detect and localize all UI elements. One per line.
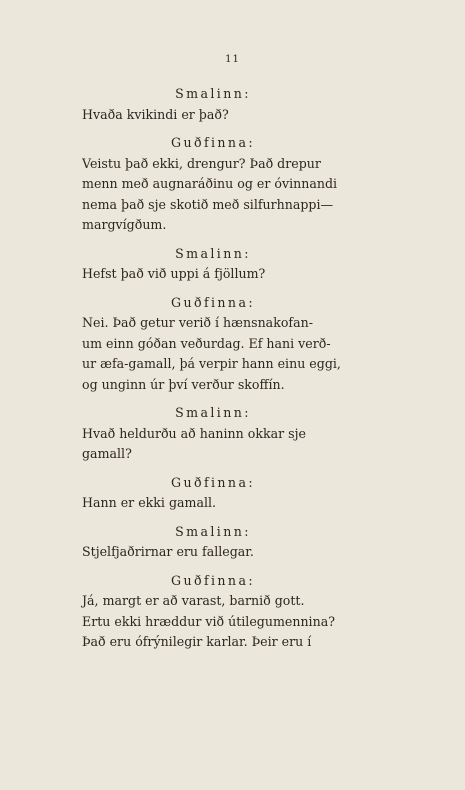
dialogue-block (82, 403, 344, 465)
text-line: Hvað heldurðu að haninn okkar sje (82, 425, 306, 441)
text-line: Það eru ófrýnilegir karlar. Þeir eru í (82, 634, 312, 649)
text-line: Stjelfjaðrirnar eru fallegar. (82, 544, 254, 559)
text-line: Nei. Það getur verið í hænsnakofan- (82, 315, 313, 330)
text-line: Já, margt er að varast, barnið gott. (82, 593, 305, 608)
speech-text (82, 105, 344, 126)
speaker-name: Smalinn: (175, 405, 251, 420)
dialogue-block (82, 244, 344, 285)
dialogue-block (82, 473, 344, 514)
speaker-name: Smalinn: (175, 245, 251, 261)
text-line: Hann er ekki gamall. (82, 495, 217, 510)
speech-text (82, 424, 344, 465)
page-number: 11 (225, 54, 240, 65)
speaker-name: Guðfinna: (170, 135, 255, 150)
text-line: um einn góðan veðurdag. Ef hani verð- (82, 335, 331, 351)
dialogue-block (82, 133, 344, 236)
text-line: ur æfa-gamall, þá verpir hann einu eggi, (82, 356, 341, 371)
text-line: menn með augnaráðinu og er óvinnandi (82, 176, 338, 191)
speech-text (82, 591, 344, 653)
text-line: gamall? (82, 446, 132, 461)
speech-text (82, 542, 344, 563)
dialogue-block (82, 293, 344, 396)
text-line: nema það sje skotið með silfurhnappi— (82, 196, 334, 212)
text-line: margvígðum. (82, 217, 167, 232)
speaker-name: Smalinn: (175, 86, 251, 101)
text-line: og unginn úr því verður skoffín. (82, 376, 285, 392)
speaker-name: Smalinn: (175, 523, 251, 539)
dialogue-block (82, 571, 344, 653)
speaker-name: Guðfinna: (170, 294, 255, 310)
text-line: Hvaða kvikindi er það? (82, 106, 229, 122)
speech-text (82, 313, 344, 395)
text-line: Ertu ekki hræddur við útilegumennina? (82, 613, 335, 629)
speaker-name: Guðfinna: (170, 474, 255, 490)
text-line: Veistu það ekki, drengur? Það drepur (82, 155, 321, 171)
speaker-name: Guðfinna: (170, 572, 255, 588)
speech-text (82, 154, 344, 236)
page-text (82, 84, 344, 653)
speech-text (82, 264, 344, 285)
text-line: Hefst það við uppi á fjöllum? (82, 266, 266, 281)
dialogue-block (82, 84, 344, 125)
speech-text (82, 493, 344, 514)
dialogue-block (82, 522, 344, 563)
